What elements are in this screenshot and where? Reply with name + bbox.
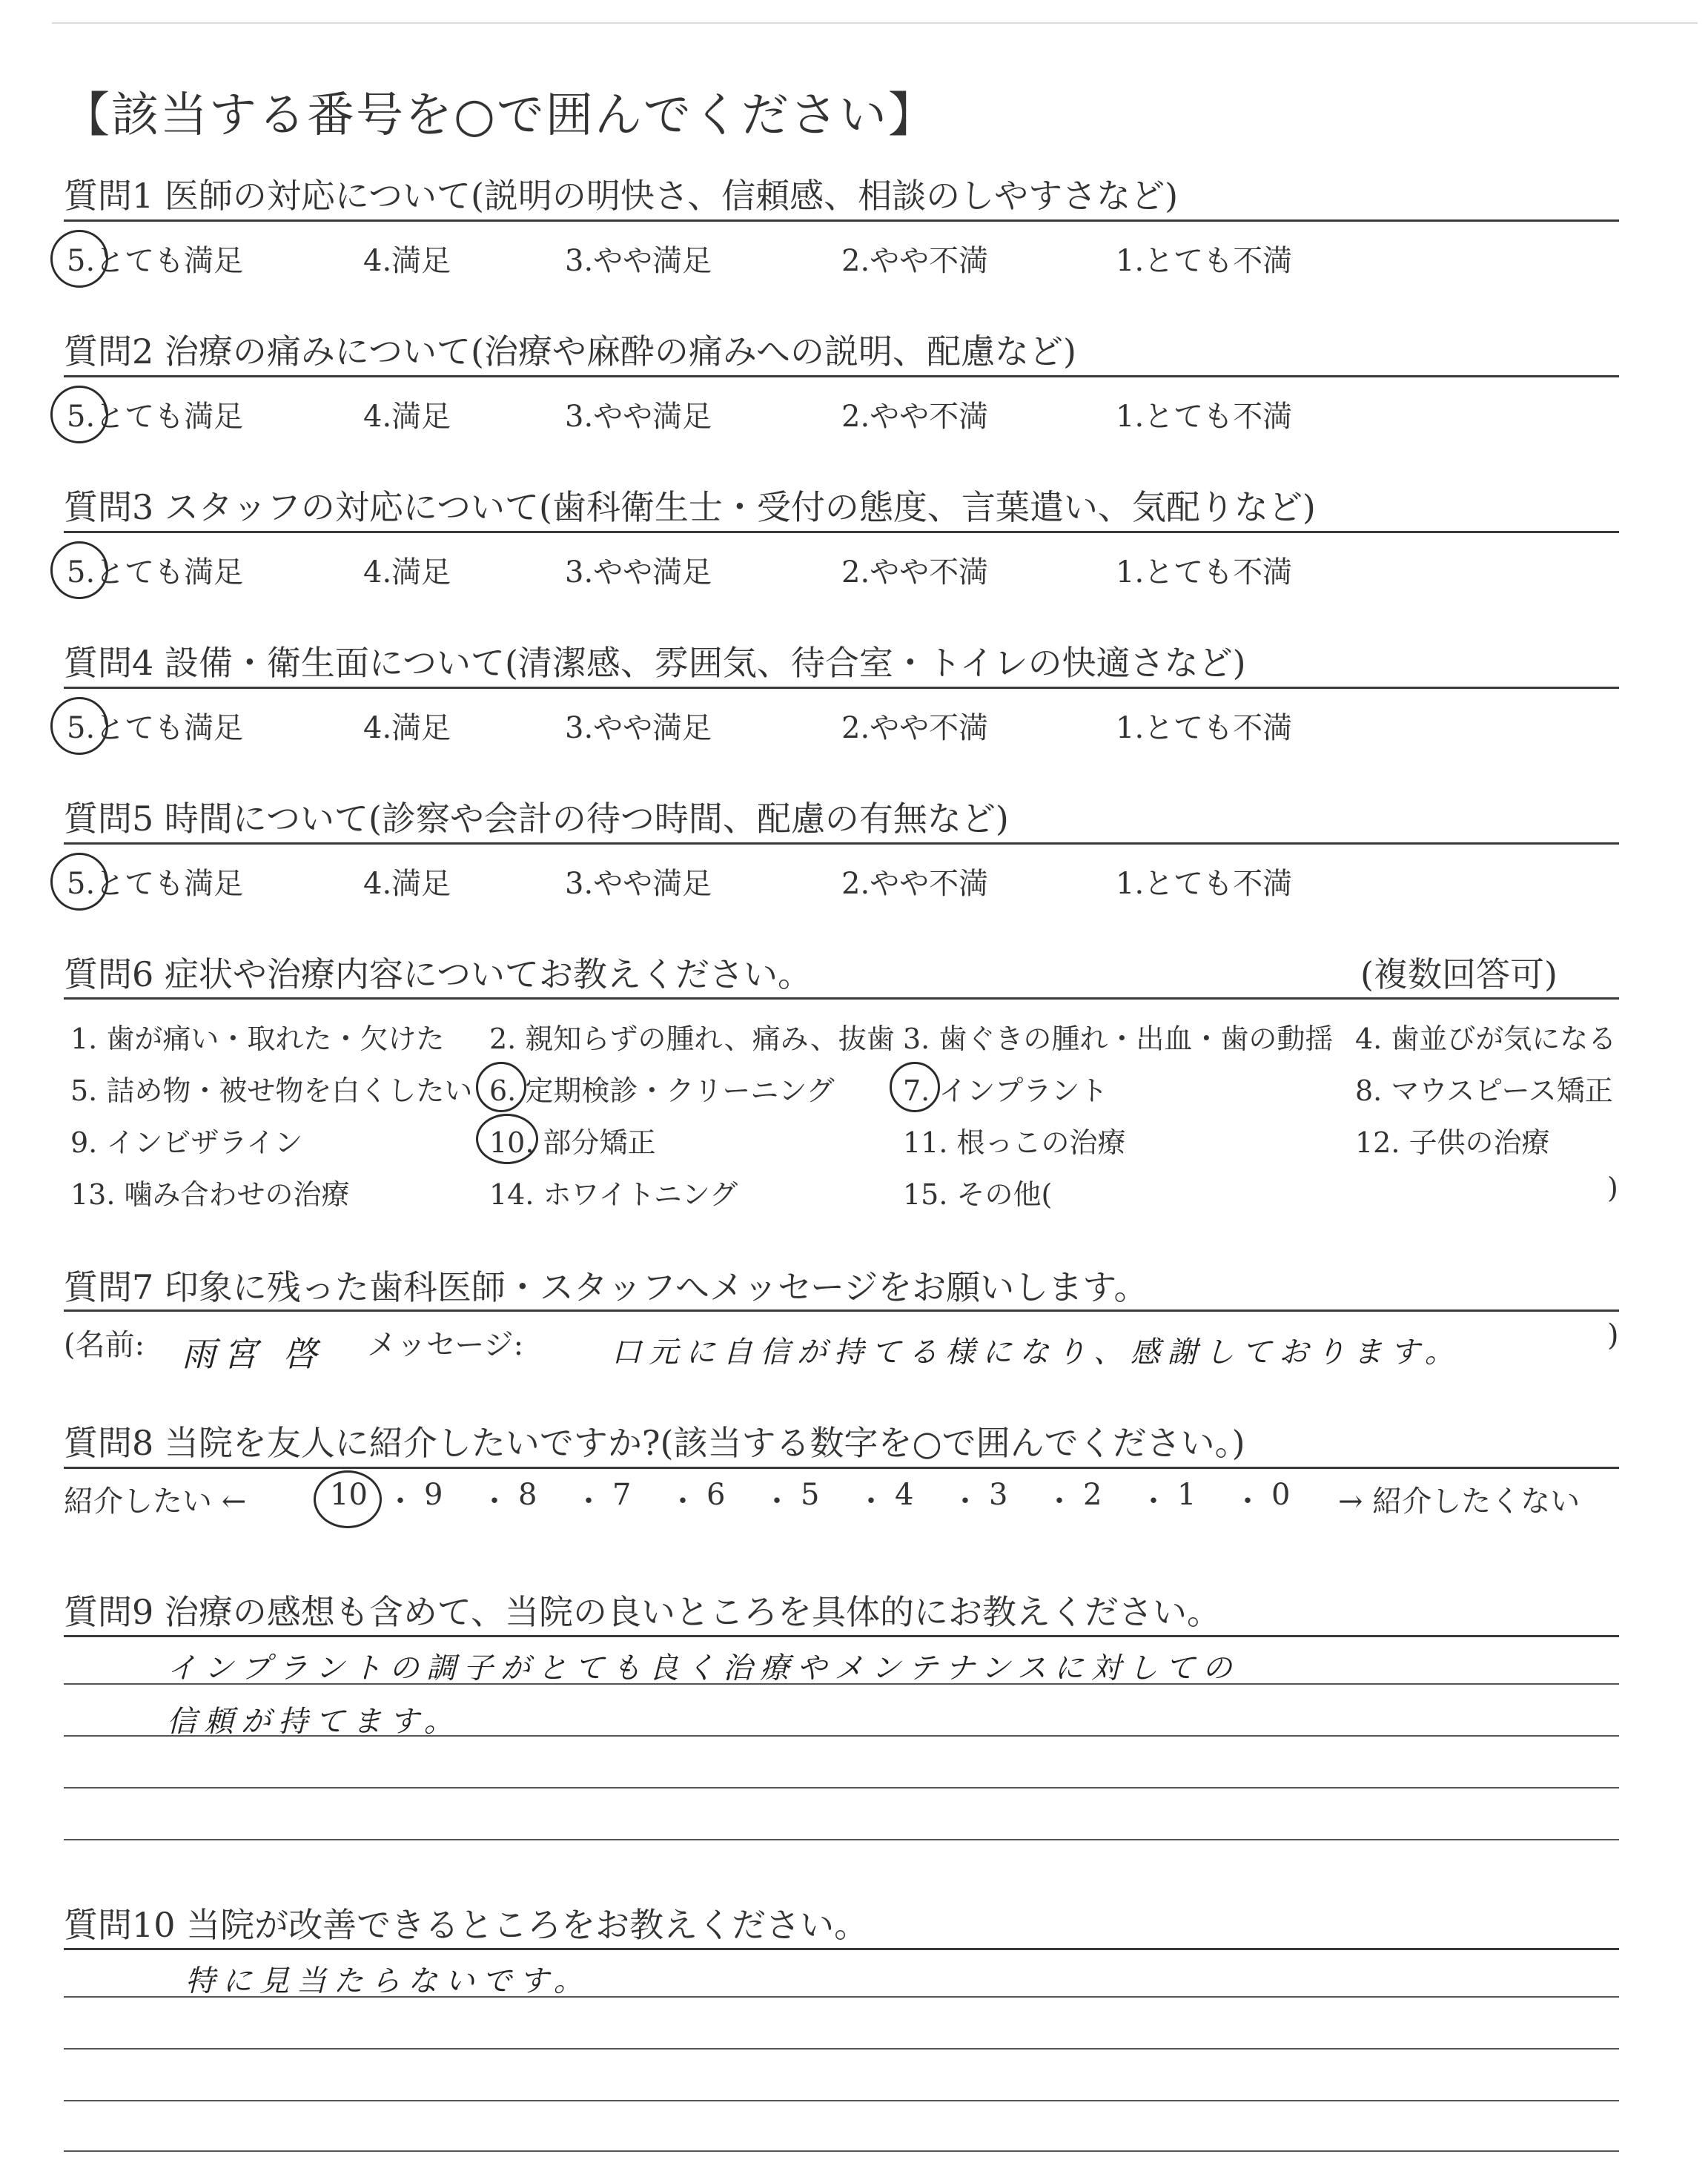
q5-option[interactable]: 1.とても不満 <box>1116 867 1293 901</box>
q8-scale-separator: ・ <box>480 1484 509 1519</box>
q2-option[interactable]: 1.とても不満 <box>1116 400 1293 434</box>
q10-line-3 <box>64 2100 1619 2101</box>
q4-option[interactable]: 1.とても不満 <box>1116 711 1293 745</box>
q1-option[interactable]: 1.とても不満 <box>1116 244 1293 278</box>
q9-answer-line-2: 信頼が持てます。 <box>167 1705 461 1739</box>
q6-option[interactable]: 12. 子供の治療 <box>1355 1126 1550 1159</box>
q10-line-4 <box>64 2150 1619 2152</box>
q1-option[interactable]: 2.やや不満 <box>841 244 989 278</box>
q8-scale-separator: ・ <box>574 1484 603 1519</box>
q1-rule <box>64 219 1619 222</box>
q7-message-value: 口元に自信が持てる様になり、感謝しております。 <box>612 1335 1462 1370</box>
q8-rule <box>64 1467 1619 1469</box>
q1-option[interactable]: 5.とても満足 <box>67 244 244 278</box>
q4-option[interactable]: 2.やや不満 <box>841 711 989 745</box>
q8-scale-value[interactable]: 10 <box>330 1478 368 1512</box>
q8-scale-value[interactable]: 3 <box>989 1478 1008 1512</box>
q4-selection-circle <box>50 697 108 755</box>
q5-rule <box>64 842 1619 845</box>
q8-scale-separator: ・ <box>1139 1484 1168 1519</box>
q2-option[interactable]: 4.満足 <box>363 400 451 434</box>
q8-scale-separator: ・ <box>856 1484 886 1519</box>
q3-option[interactable]: 1.とても不満 <box>1116 555 1293 589</box>
q8-scale-value[interactable]: 2 <box>1083 1478 1102 1512</box>
q8-scale-value[interactable]: 0 <box>1271 1478 1291 1512</box>
q3-option[interactable]: 2.やや不満 <box>841 555 989 589</box>
q10-answer-line-1: 特に見当たらないです。 <box>185 1964 591 1998</box>
q3-selection-circle <box>50 541 108 599</box>
q5-selection-circle <box>50 853 108 911</box>
q7-close-paren: ) <box>1607 1318 1619 1353</box>
q6-option[interactable]: 3. 歯ぐきの腫れ・出血・歯の動揺 <box>903 1023 1334 1055</box>
q9-rule <box>64 1635 1619 1637</box>
page-edge <box>52 22 1698 24</box>
q2-option[interactable]: 5.とても満足 <box>67 400 244 434</box>
q6-option[interactable]: 2. 親知らずの腫れ、痛み、抜歯 <box>489 1023 895 1055</box>
q6-selection-circle <box>476 1062 526 1112</box>
q4-option[interactable]: 5.とても満足 <box>67 711 244 745</box>
q8-scale-value[interactable]: 7 <box>612 1478 632 1512</box>
q6-option[interactable]: 7. インプラント <box>903 1074 1108 1107</box>
q6-option[interactable]: 9. インビザライン <box>70 1126 303 1159</box>
q5-option[interactable]: 4.満足 <box>363 867 451 901</box>
q10-title: 質問10 当院が改善できるところをお教えください。 <box>64 1905 869 1945</box>
q1-title: 質問1 医師の対応について(説明の明快さ、信頼感、相談のしやすさなど) <box>64 176 1179 216</box>
q7-rule <box>64 1309 1619 1312</box>
q5-title: 質問5 時間について(診察や会計の待つ時間、配慮の有無など) <box>64 799 1009 839</box>
q6-note: (複数回答可) <box>1360 954 1558 994</box>
q7-name-label: (名前: <box>64 1328 145 1362</box>
q6-rule <box>64 997 1619 1000</box>
q10-rule <box>64 1948 1619 1950</box>
q2-rule <box>64 375 1619 377</box>
q7-message-label: メッセージ: <box>367 1328 524 1362</box>
q4-rule <box>64 687 1619 689</box>
q5-option[interactable]: 5.とても満足 <box>67 867 244 901</box>
q8-selection-circle <box>314 1470 382 1528</box>
q1-option[interactable]: 4.満足 <box>363 244 451 278</box>
q8-scale-separator: ・ <box>762 1484 792 1519</box>
q8-scale-separator: ・ <box>668 1484 698 1519</box>
q6-option[interactable]: 11. 根っこの治療 <box>903 1126 1126 1159</box>
q6-option[interactable]: 6. 定期検診・クリーニング <box>489 1074 835 1107</box>
page-heading: 【該当する番号を○で囲んでください】 <box>62 88 937 143</box>
q5-option[interactable]: 2.やや不満 <box>841 867 989 901</box>
q8-scale-separator: ・ <box>1045 1484 1074 1519</box>
q9-line-3 <box>64 1787 1619 1789</box>
q8-scale-value[interactable]: 4 <box>895 1478 914 1512</box>
q3-option[interactable]: 5.とても満足 <box>67 555 244 589</box>
q6-option[interactable]: 8. マウスピース矯正 <box>1355 1074 1613 1107</box>
q8-right-label: → 紹介したくない <box>1338 1484 1580 1519</box>
q3-option[interactable]: 3.やや満足 <box>565 555 712 589</box>
q9-line-4 <box>64 1839 1619 1840</box>
q8-scale-value[interactable]: 9 <box>424 1478 443 1512</box>
q6-option[interactable]: 4. 歯並びが気になる <box>1355 1023 1617 1055</box>
q2-selection-circle <box>50 386 108 443</box>
q6-option[interactable]: 1. 歯が痛い・取れた・欠けた <box>70 1023 445 1055</box>
q6-selection-circle <box>476 1114 538 1164</box>
q8-scale-separator: ・ <box>1233 1484 1262 1519</box>
q4-title: 質問4 設備・衛生面について(清潔感、雰囲気、待合室・トイレの快適さなど) <box>64 643 1246 683</box>
q6-option[interactable]: ) <box>1607 1172 1618 1204</box>
q2-option[interactable]: 3.やや満足 <box>565 400 712 434</box>
q6-option[interactable]: 5. 詰め物・被せ物を白くしたい <box>70 1074 473 1107</box>
q6-option[interactable]: 13. 噛み合わせの治療 <box>70 1178 350 1211</box>
q8-scale-separator: ・ <box>950 1484 980 1519</box>
q8-scale-value[interactable]: 8 <box>518 1478 537 1512</box>
q6-option[interactable]: 14. ホワイトニング <box>489 1178 738 1211</box>
q8-scale-value[interactable]: 5 <box>801 1478 820 1512</box>
q7-name-value: 雨宮 啓 <box>182 1334 325 1374</box>
q3-rule <box>64 531 1619 533</box>
q6-title: 質問6 症状や治療内容についてお教えください。 <box>64 954 812 994</box>
q3-option[interactable]: 4.満足 <box>363 555 451 589</box>
q8-scale-separator: ・ <box>385 1484 415 1519</box>
q6-option[interactable]: 10. 部分矯正 <box>489 1126 656 1159</box>
q2-option[interactable]: 2.やや不満 <box>841 400 989 434</box>
q10-line-2 <box>64 2048 1619 2050</box>
q4-option[interactable]: 4.満足 <box>363 711 451 745</box>
q2-title: 質問2 治療の痛みについて(治療や麻酔の痛みへの説明、配慮など) <box>64 331 1076 371</box>
q8-scale-value[interactable]: 1 <box>1177 1478 1196 1512</box>
q3-title: 質問3 スタッフの対応について(歯科衛生士・受付の態度、言葉遣い、気配りなど) <box>64 487 1316 527</box>
q8-title: 質問8 当院を友人に紹介したいですか?(該当する数字を○で囲んでください。) <box>64 1423 1245 1463</box>
q1-option[interactable]: 3.やや満足 <box>565 244 712 278</box>
q1-selection-circle <box>50 230 108 288</box>
q9-title: 質問9 治療の感想も含めて、当院の良いところを具体的にお教えください。 <box>64 1592 1221 1632</box>
q4-option[interactable]: 3.やや満足 <box>565 711 712 745</box>
q6-selection-circle <box>890 1062 940 1112</box>
q7-title: 質問7 印象に残った歯科医師・スタッフへメッセージをお願いします。 <box>64 1267 1148 1307</box>
q8-left-label: 紹介したい ← <box>64 1484 247 1519</box>
q8-scale-value[interactable]: 6 <box>706 1478 726 1512</box>
q9-answer-line-1: インプラントの調子がとても良く治療やメンテナンスに対しての <box>167 1651 1239 1685</box>
q5-option[interactable]: 3.やや満足 <box>565 867 712 901</box>
q6-option[interactable]: 15. その他( <box>903 1178 1053 1211</box>
